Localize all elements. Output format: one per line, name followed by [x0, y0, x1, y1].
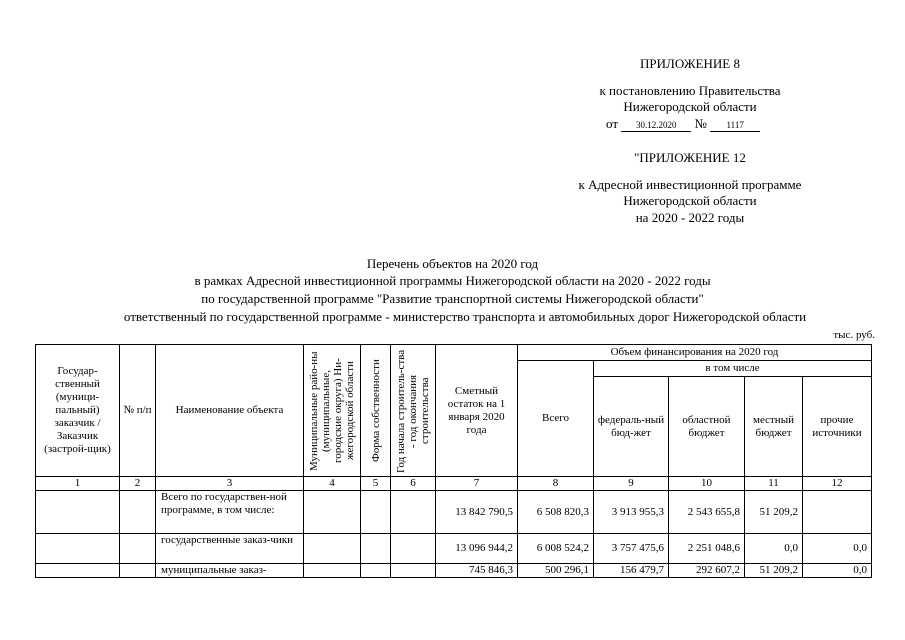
cell-total: 6 008 524,2: [518, 534, 594, 564]
colnum: 4: [304, 477, 361, 491]
colnum: 1: [36, 477, 120, 491]
cell-years: [391, 564, 436, 578]
cell-regional: 2 251 048,6: [669, 534, 745, 564]
table-row: [36, 491, 872, 534]
colnum: 2: [120, 477, 156, 491]
colnum: 7: [436, 477, 518, 491]
header-total: Всего: [518, 361, 594, 477]
date-value: 30.12.2020: [621, 120, 691, 132]
appendix12-line1: к Адресной инвестиционной программе: [578, 177, 802, 192]
number-value: 1117: [710, 120, 760, 132]
header-federal: федераль-ный бюд-жет: [594, 377, 669, 477]
cell-customer: [36, 491, 120, 534]
colnum: 10: [669, 477, 745, 491]
header-district-text: Муниципальные райо-ны (муниципальные, городские округа) Ни-жегородской области: [308, 350, 356, 471]
units-label: тыс. руб.: [833, 329, 875, 341]
cell-federal: 3 757 475,6: [594, 534, 669, 564]
cell-name: государственные заказ-чики: [156, 534, 304, 564]
header-ownership-text: Форма собственности: [369, 359, 382, 462]
colnum: 11: [745, 477, 803, 491]
cell-ownership: [361, 491, 391, 534]
header-local: местный бюджет: [745, 377, 803, 477]
cell-ownership: [361, 534, 391, 564]
header-district: [304, 345, 361, 477]
appendix12-line2: Нижегородской области: [623, 193, 757, 208]
header-ownership: [361, 345, 391, 477]
cell-local: 51 209,2: [745, 491, 803, 534]
header-other: прочие источники: [803, 377, 872, 477]
header-funding: Объем финансирования на 2020 год: [518, 345, 872, 361]
cell-name: Всего по государствен-ной программе, в том числе:: [156, 491, 304, 534]
appendix-line2: Нижегородской области: [623, 99, 757, 114]
header-years: [391, 345, 436, 477]
header-years-text: Год начала строитель-ства - год окончания строительства: [395, 348, 431, 473]
cell-years: [391, 534, 436, 564]
table-row: [36, 564, 872, 578]
cell-local: 0,0: [745, 534, 803, 564]
colnum: 9: [594, 477, 669, 491]
objects-table: [35, 344, 872, 578]
colnum: 12: [803, 477, 872, 491]
cell-total: 500 296,1: [518, 564, 594, 578]
cell-remainder: 13 842 790,5: [436, 491, 518, 534]
cell-district: [304, 491, 361, 534]
cell-total: 6 508 820,3: [518, 491, 594, 534]
cell-federal: 156 479,7: [594, 564, 669, 578]
header-incl: в том числе: [594, 361, 872, 377]
appendix12-line3: на 2020 - 2022 годы: [635, 210, 745, 225]
cell-district: [304, 534, 361, 564]
heading-line4: ответственный по государственной программе - министерство транспорта и автомобильных дорог Нижегородской области: [123, 309, 807, 324]
header-row-1: [36, 345, 872, 361]
cell-years: [391, 491, 436, 534]
header-remainder: Сметный остаток на 1 января 2020 года: [436, 345, 518, 477]
heading-line2: в рамках Адресной инвестиционной программы Нижегородской области на 2020 - 2022 годы: [194, 273, 711, 288]
column-numbers-row: [36, 477, 872, 491]
date-prefix: от: [606, 116, 619, 131]
cell-local: 51 209,2: [745, 564, 803, 578]
cell-other: 0,0: [803, 564, 872, 578]
header-num: № п/п: [120, 345, 156, 477]
header-regional: областной бюджет: [669, 377, 745, 477]
colnum: 8: [518, 477, 594, 491]
colnum: 3: [156, 477, 304, 491]
cell-num: [120, 564, 156, 578]
cell-regional: 2 543 655,8: [669, 491, 745, 534]
header-name: Наименование объекта: [156, 345, 304, 477]
number-sign: №: [694, 116, 707, 131]
cell-name: муниципальные заказ-: [156, 564, 304, 578]
appendix-date-line: [606, 116, 760, 132]
cell-num: [120, 491, 156, 534]
heading-line3: по государственной программе "Развитие транспортной системы Нижегородской области": [201, 291, 704, 306]
cell-regional: 292 607,2: [669, 564, 745, 578]
colnum: 5: [361, 477, 391, 491]
cell-customer: [36, 534, 120, 564]
appendix-line1: к постановлению Правительства: [599, 83, 781, 98]
appendix12-title: "ПРИЛОЖЕНИЕ 12: [634, 150, 746, 165]
cell-other: [803, 491, 872, 534]
cell-remainder: 13 096 944,2: [436, 534, 518, 564]
heading-line1: Перечень объектов на 2020 год: [366, 256, 539, 271]
colnum: 6: [391, 477, 436, 491]
table-row: [36, 534, 872, 564]
appendix-title: ПРИЛОЖЕНИЕ 8: [640, 56, 740, 71]
cell-num: [120, 534, 156, 564]
cell-federal: 3 913 955,3: [594, 491, 669, 534]
cell-customer: [36, 564, 120, 578]
cell-other: 0,0: [803, 534, 872, 564]
header-customer: Государ-ственный (муници-пальный) заказчик / Заказчик (застрой-щик): [36, 345, 120, 477]
cell-ownership: [361, 564, 391, 578]
cell-remainder: 745 846,3: [436, 564, 518, 578]
cell-district: [304, 564, 361, 578]
